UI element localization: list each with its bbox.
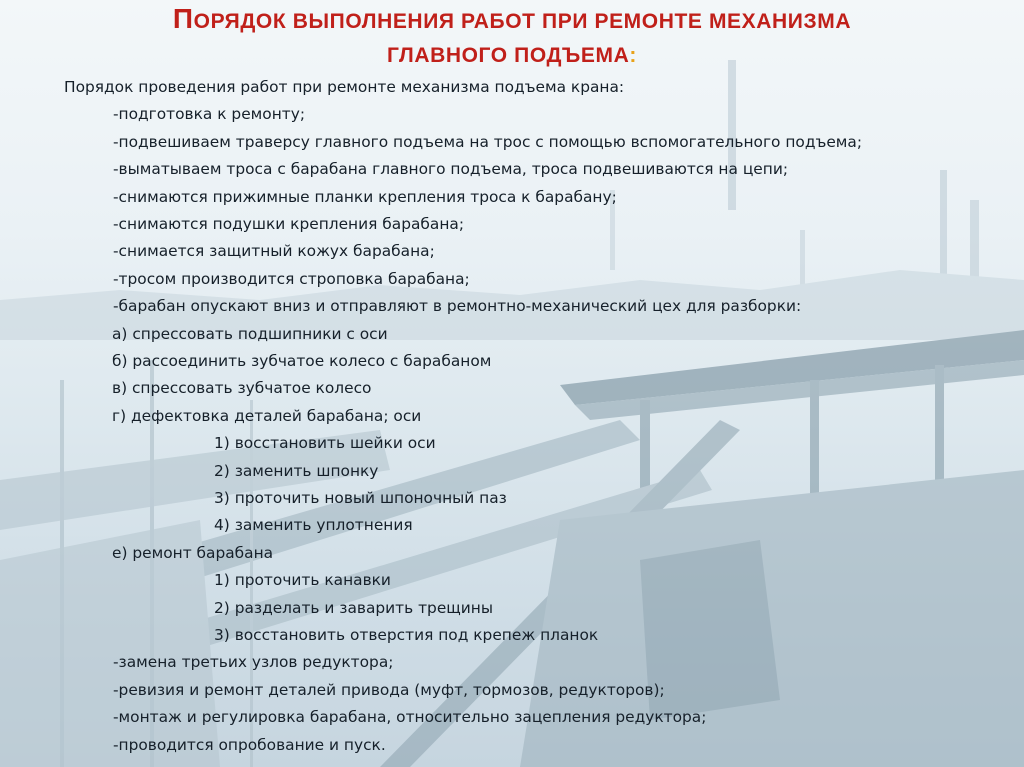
list-item: -барабан опускают вниз и отправляют в ремонтно-механический цех для разборки: [113,297,802,315]
list-item: -снимается защитный кожух барабана; [113,242,435,260]
slide-title [0,2,1024,73]
list-item: -снимаются подушки крепления барабана; [113,215,465,233]
sub-item: в) спрессовать зубчатое колесо [112,379,372,397]
title-line-1-text: ОРЯДОК ВЫПОЛНЕНИЯ РАБОТ ПРИ РЕМОНТЕ МЕХАНИЗМА [193,10,852,33]
list-item: -монтаж и регулировка барабана, относительно зацепления редуктора; [113,708,707,726]
title-initial: П [172,3,194,34]
sub-sub-item: 1) проточить канавки [214,571,391,589]
list-item: -замена третьих узлов редуктора; [113,653,394,671]
list-item: -проводится опробование и пуск. [113,736,386,754]
sub-item: г) дефектовка деталей барабана; оси [112,407,422,425]
list-item: -ревизия и ремонт деталей привода (муфт, тормозов, редукторов); [113,681,665,699]
title-line-2 [0,39,1024,73]
sub-sub-item: 3) восстановить отверстия под крепеж планок [214,626,599,644]
sub-item: б) рассоединить зубчатое колесо с барабаном [112,352,492,370]
title-line-1 [0,2,1024,39]
sub-sub-item: 1) восстановить шейки оси [214,434,436,452]
sub-sub-item: 3) проточить новый шпоночный паз [214,489,507,507]
sub-item: е) ремонт барабана [112,544,274,562]
list-item: -снимаются прижимные планки крепления троса к барабану; [113,188,617,206]
list-item: -подготовка к ремонту; [113,105,306,123]
list-item: -подвешиваем траверсу главного подъема на трос с помощью вспомогательного подъема; [113,133,863,151]
title-line-2-text: ГЛАВНОГО ПОДЪЕМА [387,44,630,67]
list-item: -тросом производится строповка барабана; [113,270,470,288]
list-intro: Порядок проведения работ при ремонте механизма подъема крана: [64,78,625,96]
title-colon: : [629,44,637,67]
sub-sub-item: 2) разделать и заварить трещины [214,599,494,617]
sub-item: а) спрессовать подшипники с оси [112,325,388,343]
sub-sub-item: 2) заменить шпонку [214,462,379,480]
sub-sub-item: 4) заменить уплотнения [214,516,413,534]
list-item: -выматываем троса с барабана главного подъема, троса подвешиваются на цепи; [113,160,789,178]
